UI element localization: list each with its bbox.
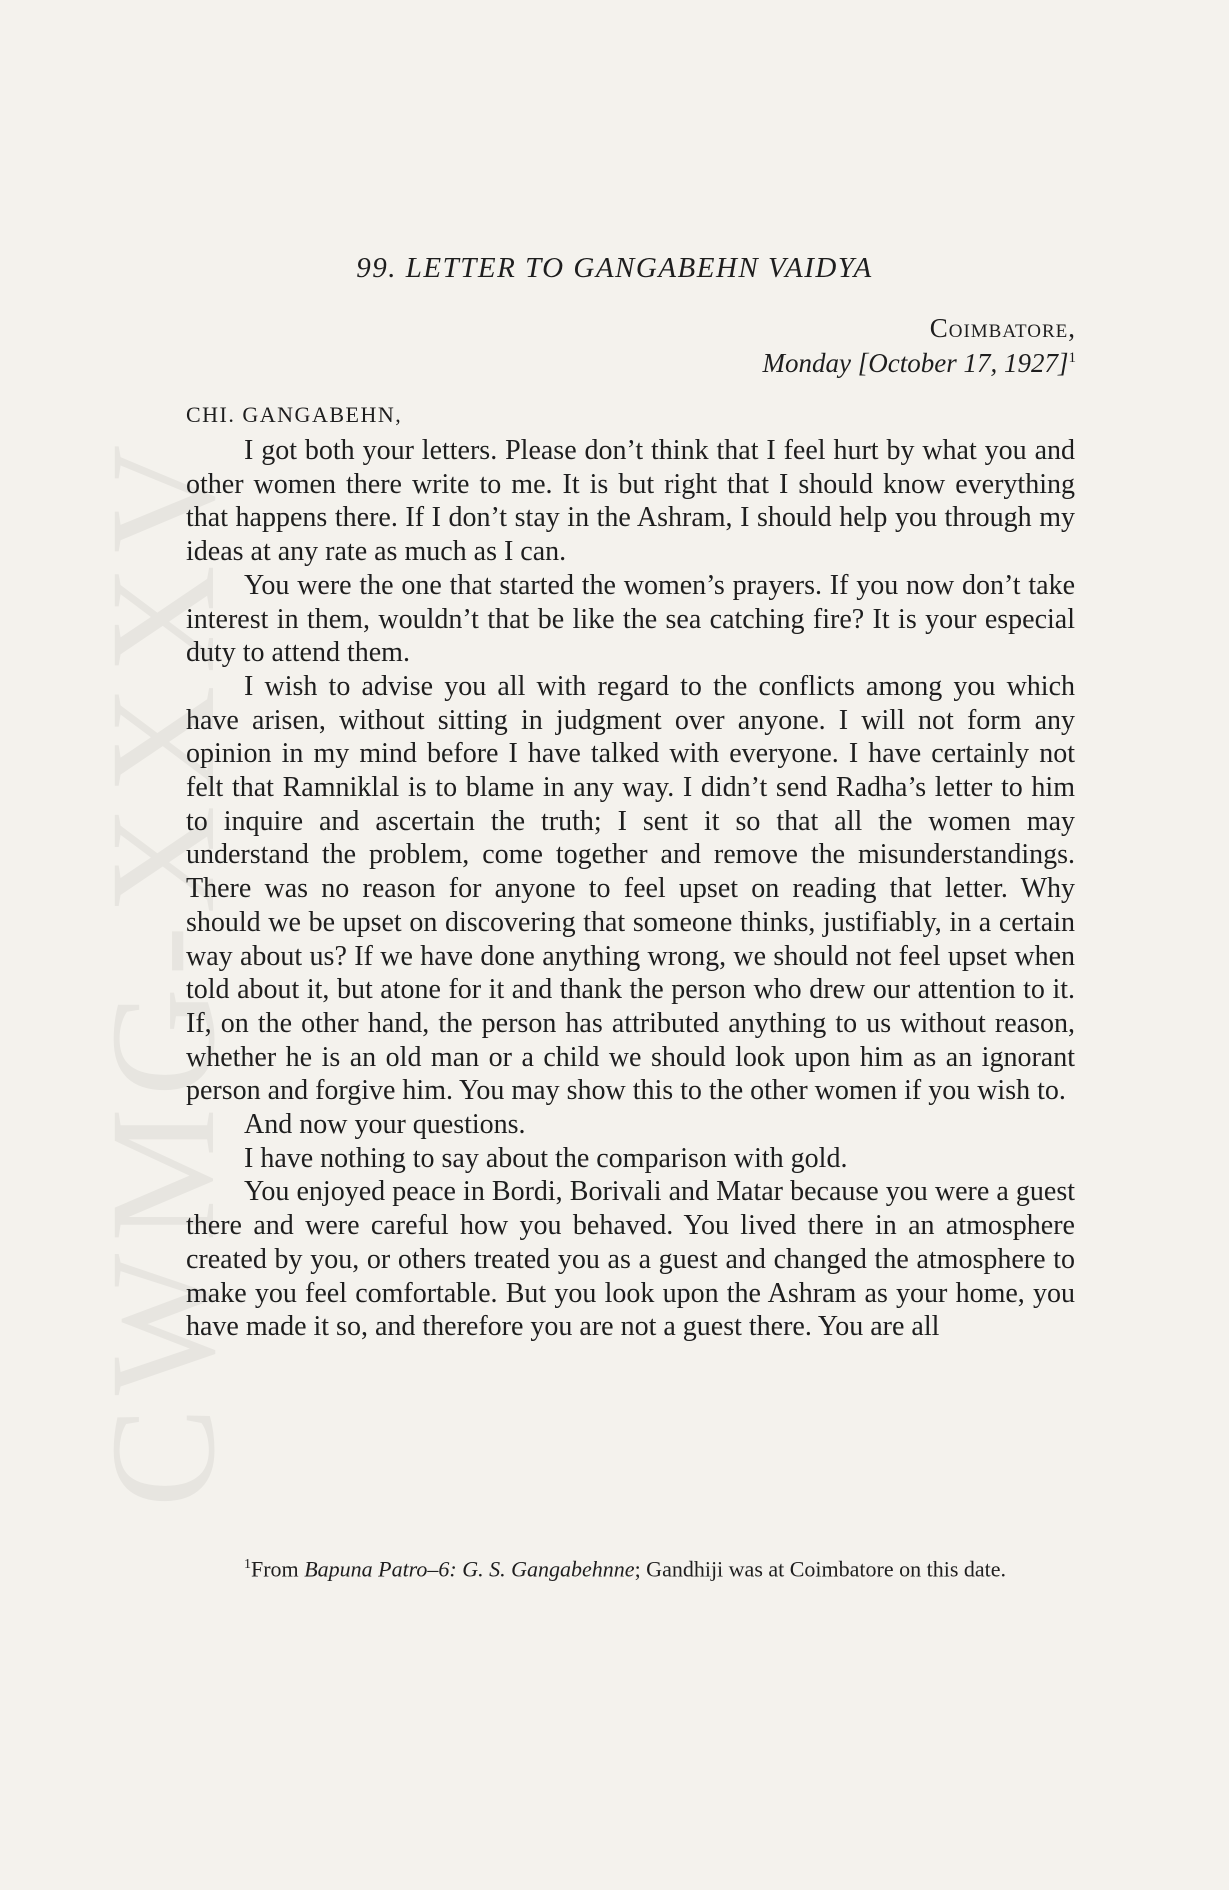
paragraph: I wish to advise you all with regard to the conflicts among you which have arisen, without sitting in judgment over anyone. I will not form any opinion in my mind before I have talked with everyone. I have certainly not felt that Ramniklal is to blame in any way. I didn’t send Radha’s letter to him to inquire and ascertain the truth; I sent it so that all the women may understand the problem, come together and remove the misunderstandings. There was no reason for anyone to feel upset on reading that letter. Why should we be upset on discovering that someone thinks, justifiably, in a certain way about us? If we have done anything wrong, we should not feel upset when told about it, but atone for it and thank the person who drew our attention to it. If, on the other hand, the person has attributed anything to us without reason, whether he is an old man or a child we should look upon him as an ignorant person and forgive him. You may show this to the other women if you wish to. bbox=[186, 670, 1075, 1107]
letter-body bbox=[186, 434, 1075, 1344]
paragraph: I have nothing to say about the comparison with gold. bbox=[244, 1142, 848, 1174]
letter-place: Coimbatore, bbox=[929, 313, 1076, 343]
paragraph: I got both your letters. Please don’t think that I feel hurt by what you and other women there write to me. It is but right that I should know everything that happens there. If I don’t stay in the Ashram, I should help you through my ideas at any rate as much as I can. bbox=[186, 435, 1075, 568]
footnote-lead: From bbox=[251, 1556, 299, 1582]
footnote bbox=[186, 1550, 1075, 1584]
watermark-text: CWMG-XXXV bbox=[80, 432, 246, 1508]
paragraph: You enjoyed peace in Bordi, Borivali and Matar because you were a guest there and were careful how you behaved. You lived there in an atmosphere created by you, or others treated you as a guest and changed the atmosphere to make you feel comfortable. But you look upon the Ashram as your home, you have made it so, and therefore you are not a guest there. You are all bbox=[186, 1176, 1075, 1343]
footnote-rest: ; Gandhiji was at Coimbatore on this date. bbox=[634, 1556, 1007, 1582]
letter-dateline bbox=[763, 348, 1076, 379]
letter-day: Monday bbox=[762, 348, 851, 378]
footnote-ref: 1 bbox=[1068, 350, 1076, 366]
letter-date: [October 17, 1927] bbox=[857, 348, 1069, 378]
footnote-number: 1 bbox=[244, 1557, 251, 1572]
footnote-source: Bapuna Patro–6: G. S. Gangabehnne bbox=[304, 1556, 635, 1582]
paragraph: You were the one that started the women’s prayers. If you now don’t take interest in them, wouldn’t that be like the sea catching fire? It is your especial duty to attend them. bbox=[186, 569, 1075, 669]
paragraph: And now your questions. bbox=[244, 1109, 526, 1141]
salutation: CHI. GANGABEHN, bbox=[186, 402, 403, 427]
letter-title: 99. LETTER TO GANGABEHN VAIDYA bbox=[356, 252, 873, 284]
